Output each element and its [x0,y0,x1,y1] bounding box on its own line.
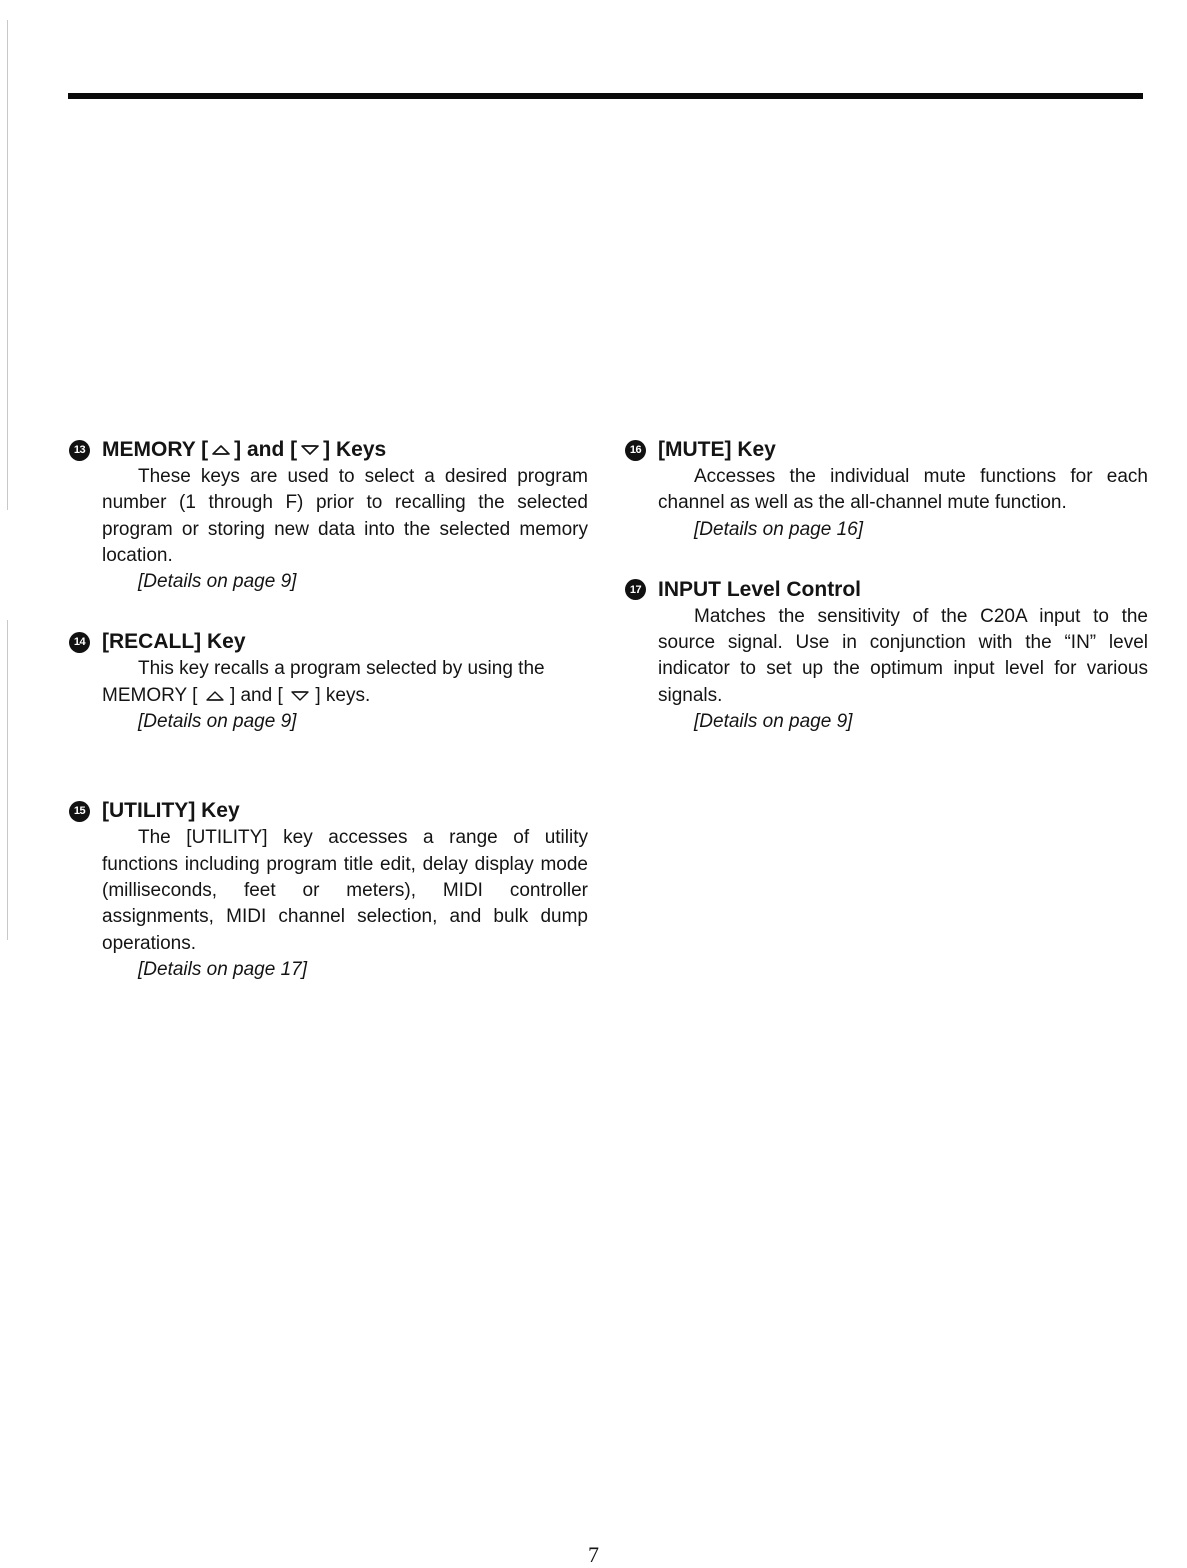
heading-text: [UTILITY] Key [102,799,240,823]
section-memory-keys [68,436,588,595]
section-utility-key [68,797,588,983]
section-mute-key [624,436,1148,543]
heading-text: INPUT Level Control [658,577,862,601]
right-column [624,436,1148,768]
left-column [68,436,588,1016]
heading-text-part: ] Keys [323,438,387,461]
number-badge: 16 [625,440,646,461]
section-recall-key [68,628,588,735]
details-reference: [Details on page 16] [694,518,864,540]
section-heading [68,628,588,656]
heading-text: [MUTE] Key [658,438,776,461]
body-text-part: ] keys. [315,684,371,706]
top-rule [68,93,1143,99]
section-body: The [UTILITY] key accesses a range of utility functions including program title edit, delay display mode (milliseconds, feet or meters), MIDI controller assignments, MIDI channel selection, and bulk dump operations. [102,827,588,954]
number-badge: 17 [625,579,646,600]
scan-edge-line [7,620,8,940]
number-badge: 14 [69,632,90,653]
section-body: This key recalls a program selected by using the [138,658,545,680]
down-arrow-icon [301,444,319,456]
scan-edge-line [7,20,8,510]
section-body-line [102,683,588,709]
page-number: 7 [588,1542,599,1567]
section-input-level-control [624,576,1148,735]
section-body: Matches the sensitivity of the C20A input to the source signal. Use in conjunction with the “IN” level indicator to set up the optimum input level for various signals. [658,605,1148,706]
section-heading [624,576,1148,604]
down-arrow-icon [291,690,307,702]
section-heading [624,436,1148,464]
details-reference: [Details on page 9] [138,571,297,593]
section-heading [68,436,588,464]
details-reference: [Details on page 9] [694,711,853,733]
heading-text: [RECALL] Key [102,630,246,654]
body-text-part: MEMORY [ [102,684,198,706]
details-reference: [Details on page 17] [138,958,308,980]
number-badge: 15 [69,801,90,822]
section-body: Accesses the individual mute functions for each channel as well as the all-channel mute function. [658,466,1148,514]
section-body: These keys are used to select a desired program number (1 through F) prior to recalling the selected program or storing new data into the selected memory location. [102,466,588,566]
up-arrow-icon [212,444,230,456]
body-text-part: ] and [ [229,684,283,706]
details-reference: [Details on page 9] [138,711,297,733]
heading-text-part: MEMORY [ [102,438,209,461]
up-arrow-icon [206,690,222,702]
number-badge: 13 [69,440,90,461]
heading-text-part: ] and [ [234,438,298,461]
section-heading [68,797,588,825]
